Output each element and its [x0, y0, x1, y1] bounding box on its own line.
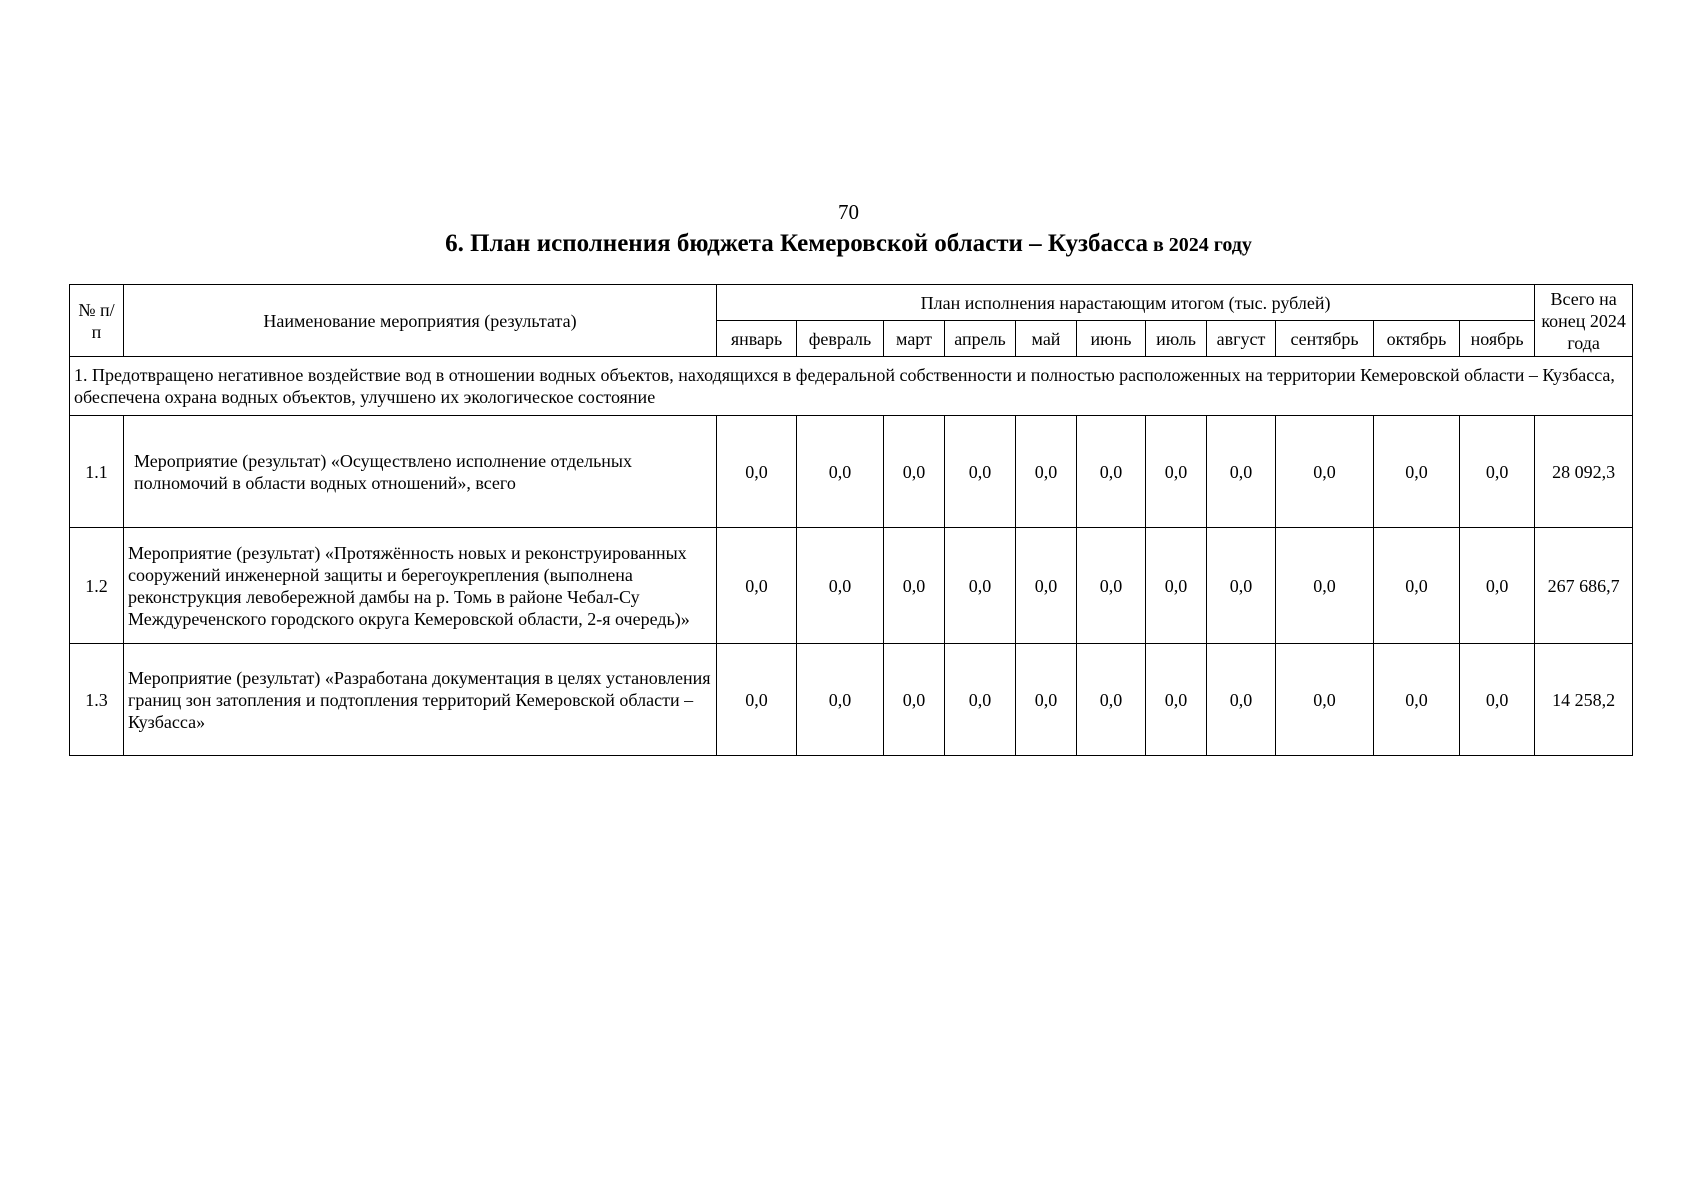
row-month-value: 0,0: [1077, 528, 1146, 644]
row-month-value: 0,0: [1146, 416, 1207, 528]
row-month-value: 0,0: [1276, 528, 1374, 644]
row-number: 1.3: [70, 644, 124, 756]
row-month-value: 0,0: [1077, 416, 1146, 528]
row-month-value: 0,0: [1460, 528, 1535, 644]
table-header-row: [70, 285, 1633, 321]
row-month-value: 0,0: [1374, 644, 1460, 756]
row-month-value: 0,0: [1016, 528, 1077, 644]
row-total: 14 258,2: [1535, 644, 1633, 756]
row-month-value: 0,0: [945, 416, 1016, 528]
table-row: [70, 528, 1633, 644]
section-row: [70, 357, 1633, 416]
header-month: май: [1016, 321, 1077, 357]
row-month-value: 0,0: [717, 528, 797, 644]
row-month-value: 0,0: [1207, 644, 1276, 756]
header-month: октябрь: [1374, 321, 1460, 357]
row-month-value: 0,0: [717, 416, 797, 528]
header-month: сентябрь: [1276, 321, 1374, 357]
table-row: [70, 644, 1633, 756]
header-name-col: Наименование мероприятия (результата): [124, 285, 717, 357]
page-title-main: 6. План исполнения бюджета Кемеровской области – Кузбасса: [445, 230, 1148, 257]
header-month: февраль: [797, 321, 884, 357]
row-month-value: 0,0: [1016, 416, 1077, 528]
header-total-col: Всего на конец 2024 года: [1535, 285, 1633, 357]
row-month-value: 0,0: [1460, 644, 1535, 756]
row-name: Мероприятие (результат) «Осуществлено исполнение отдельных полномочий в области водных отношений», всего: [124, 416, 717, 528]
header-month: август: [1207, 321, 1276, 357]
header-month: март: [884, 321, 945, 357]
row-month-value: 0,0: [1146, 644, 1207, 756]
row-month-value: 0,0: [1077, 644, 1146, 756]
header-month: июнь: [1077, 321, 1146, 357]
row-month-value: 0,0: [1016, 644, 1077, 756]
row-number: 1.2: [70, 528, 124, 644]
header-month: январь: [717, 321, 797, 357]
row-month-value: 0,0: [945, 528, 1016, 644]
table-row: [70, 416, 1633, 528]
budget-plan-table: [69, 284, 1633, 756]
row-month-value: 0,0: [884, 416, 945, 528]
row-month-value: 0,0: [1276, 416, 1374, 528]
header-month: апрель: [945, 321, 1016, 357]
header-plan-group: План исполнения нарастающим итогом (тыс. рублей): [717, 285, 1535, 321]
row-month-value: 0,0: [1207, 416, 1276, 528]
row-month-value: 0,0: [1374, 528, 1460, 644]
row-number: 1.1: [70, 416, 124, 528]
row-month-value: 0,0: [797, 644, 884, 756]
row-month-value: 0,0: [1460, 416, 1535, 528]
section-heading: 1. Предотвращено негативное воздействие вод в отношении водных объектов, находящихся в федеральной собственности и полностью расположенных на территории Кемеровской области – Кузбасса, обеспечена охрана водных объектов, улучшено их экологическое состояние: [70, 357, 1633, 416]
row-month-value: 0,0: [945, 644, 1016, 756]
row-month-value: 0,0: [797, 416, 884, 528]
row-total: 267 686,7: [1535, 528, 1633, 644]
row-name: Мероприятие (результат) «Протяжённость новых и реконструированных сооружений инженерной защиты и берегоукрепления (выполнена реконструкция левобережной дамбы на р. Томь в районе Чебал-Су Междуреченского городского округа Кемеровской области, 2-я очередь)»: [124, 528, 717, 644]
row-month-value: 0,0: [1207, 528, 1276, 644]
row-month-value: 0,0: [884, 528, 945, 644]
row-month-value: 0,0: [1374, 416, 1460, 528]
row-month-value: 0,0: [1146, 528, 1207, 644]
row-month-value: 0,0: [884, 644, 945, 756]
header-month: ноябрь: [1460, 321, 1535, 357]
row-name: Мероприятие (результат) «Разработана документация в целях установления границ зон затопления и подтопления территорий Кемеровской области – Кузбасса»: [124, 644, 717, 756]
page-title-tail: в 2024 году: [1147, 234, 1252, 256]
row-month-value: 0,0: [797, 528, 884, 644]
page-number: 70: [838, 200, 859, 224]
row-month-value: 0,0: [1276, 644, 1374, 756]
row-month-value: 0,0: [717, 644, 797, 756]
row-total: 28 092,3: [1535, 416, 1633, 528]
header-month: июль: [1146, 321, 1207, 357]
header-num-col: № п/п: [70, 285, 124, 357]
page-title: [0, 230, 1697, 258]
